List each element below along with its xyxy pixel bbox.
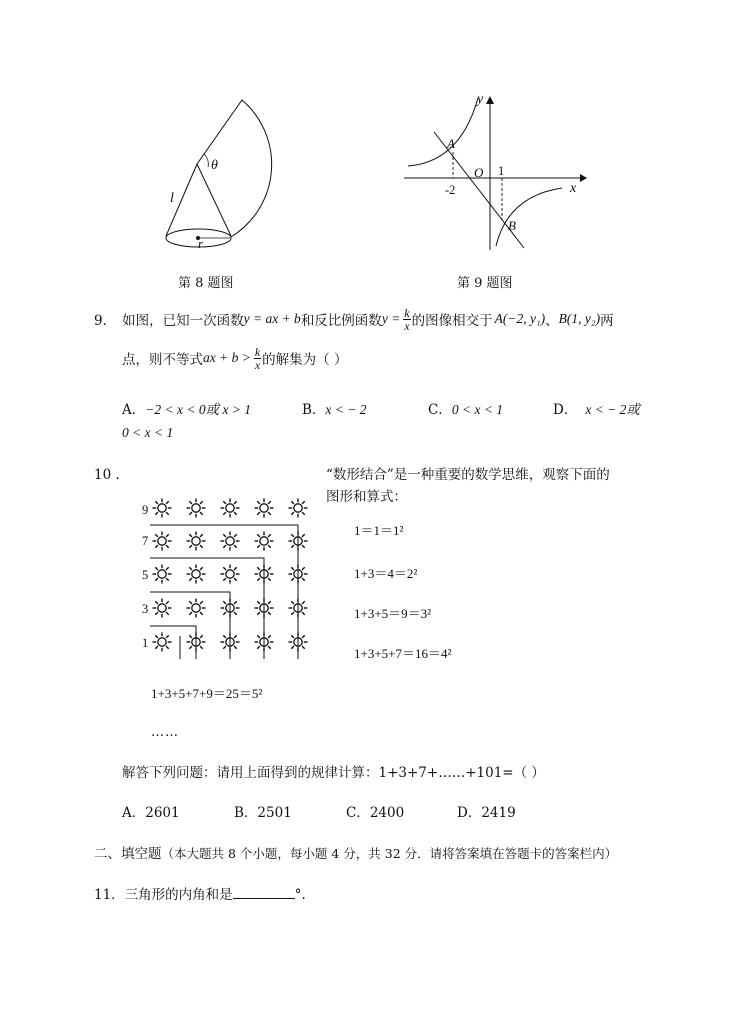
q9-inverse-function-lhs: y = — [381, 311, 401, 326]
sun-icon — [287, 631, 309, 653]
figure-8-cone-diagram — [150, 92, 325, 262]
option-label: A． — [122, 805, 146, 821]
q9-text4: 两 — [600, 313, 614, 329]
option-label: B． — [234, 805, 258, 821]
q10-equation-4: 1+3+5+7＝16＝4² — [354, 646, 452, 661]
sun-icon — [219, 530, 241, 552]
fig9-origin-label: O — [474, 165, 484, 180]
option-label: B． — [302, 402, 326, 418]
q9-text5: 点，则不等式 — [122, 352, 203, 368]
q9-option-d[interactable] — [553, 398, 640, 418]
sun-icon — [185, 631, 207, 653]
fig8-r-label: r — [198, 236, 204, 251]
q9-option-c[interactable] — [428, 398, 503, 418]
sun-icon — [253, 497, 275, 519]
option-label: D． — [553, 402, 578, 418]
figure-9-function-graph — [400, 92, 590, 257]
option-text: −2 < x < 0或 x > 1 — [145, 402, 252, 417]
q9-text3: 的图像相交于 — [411, 313, 493, 329]
q11-line — [94, 883, 306, 903]
section-2-description: （本大题共 8 个小题，每小题 4 分，共 32 分．请将答案填在答题卡的答案栏内） — [161, 846, 618, 861]
option-label: D． — [457, 805, 482, 821]
option-text: x < − 2 — [325, 402, 367, 417]
fig8-theta-label: θ — [211, 158, 218, 173]
sun-icon — [287, 497, 309, 519]
option-label: C． — [346, 805, 370, 821]
q9-line2 — [122, 343, 347, 373]
sun-icon — [151, 563, 173, 585]
section-2-heading — [94, 842, 617, 862]
option-text: 2501 — [257, 805, 292, 821]
sun-icon — [185, 597, 207, 619]
q10-intro-line1: “数形结合”是一种重要的数学思维，观察下面的 — [326, 467, 610, 483]
sun-icon — [219, 563, 241, 585]
sun-icon — [253, 597, 275, 619]
sun-icon — [253, 631, 275, 653]
q10-intro-line2: 图形和算式： — [326, 489, 407, 505]
q10-option-a[interactable] — [122, 801, 180, 821]
q9-number: 9． — [94, 313, 117, 329]
sun-icon — [185, 530, 207, 552]
q9-option-b[interactable] — [302, 398, 367, 418]
q9-text6: 的解集为（ ） — [262, 352, 348, 368]
q10-option-d[interactable] — [457, 801, 516, 821]
q11-answer-blank[interactable] — [233, 885, 295, 899]
fig9-point-a-label: A — [447, 136, 455, 151]
fig8-l-label: l — [170, 191, 174, 206]
q10-equation-1: 1＝1＝1² — [354, 523, 404, 538]
q9-inequality-lhs: ax + b > — [203, 350, 251, 365]
q9-point-b: B(1, y₂) — [558, 311, 601, 326]
fraction-numerator: k — [404, 305, 410, 320]
fig9-caption: 第 9 题图 — [457, 276, 513, 291]
fig8-caption: 第 8 题图 — [178, 276, 234, 291]
q10-option-c[interactable] — [346, 801, 404, 821]
sun-icon — [151, 597, 173, 619]
sun-icon — [151, 631, 173, 653]
fraction-denominator: x — [254, 357, 261, 372]
option-label: C． — [428, 402, 452, 418]
q9-point-a: A(−2, y₁) — [494, 311, 546, 326]
row-number: 9 — [142, 503, 149, 517]
sun-icon — [219, 631, 241, 653]
q11-text: 三角形的内角和是 — [124, 887, 233, 903]
q9-option-a[interactable] — [122, 398, 251, 418]
sun-icon — [185, 563, 207, 585]
option-text: 2400 — [369, 805, 405, 821]
q10-number: 10 ． — [94, 467, 129, 483]
option-text: 2601 — [145, 805, 180, 821]
sun-icon — [287, 563, 309, 585]
sun-icon — [151, 497, 173, 519]
fig9-neg2-tick: -2 — [445, 183, 456, 197]
section-2-title: 二、填空题 — [94, 846, 162, 862]
fig9-x-label: x — [570, 181, 577, 196]
sun-icon — [185, 497, 207, 519]
option-label: A． — [122, 402, 146, 418]
sun-icon — [151, 530, 173, 552]
sun-icon — [287, 597, 309, 619]
q9-linear-function: y = ax + b — [243, 311, 301, 326]
row-number: 7 — [142, 534, 149, 548]
sun-icon — [219, 597, 241, 619]
option-text: x < − 2或 — [585, 402, 640, 417]
fig9-point-b-label: B — [508, 218, 516, 233]
q10-equation-5: 1+3+5+7+9＝25＝5² — [151, 686, 263, 701]
q9-inequality-fraction — [254, 346, 261, 371]
q9-line1 — [94, 304, 614, 334]
q10-equation-2: 1+3＝4＝2² — [354, 566, 418, 581]
option-text: 0 < x < 1 — [451, 402, 504, 417]
row-number: 5 — [142, 568, 149, 582]
q9-option-d-continued: 0 < x < 1 — [122, 425, 174, 440]
q9-text1: 如图，已知一次函数 — [122, 313, 244, 329]
fraction-numerator: k — [254, 344, 261, 359]
row-number: 1 — [142, 636, 149, 650]
q11-number: 11． — [94, 887, 125, 903]
q9-inverse-fraction — [403, 307, 410, 332]
sun-icon — [253, 530, 275, 552]
option-text: 2419 — [481, 805, 516, 821]
q11-suffix: °. — [294, 887, 306, 903]
q10-sun-grid — [140, 496, 315, 661]
q10-question: 解答下列问题：请用上面得到的规律计算：1+3+7+……+101=（ ） — [122, 765, 545, 781]
fig9-y-label: y — [477, 92, 484, 107]
sun-icon — [253, 563, 275, 585]
fraction-denominator: x — [404, 318, 410, 333]
sun-icon — [219, 497, 241, 519]
fig9-one-tick: 1 — [498, 164, 505, 178]
q10-ellipsis: …… — [151, 725, 179, 740]
q10-option-b[interactable] — [234, 801, 292, 821]
q9-text2: 和反比例函数 — [300, 313, 382, 329]
sun-icon — [287, 530, 309, 552]
q9-separator: 、 — [545, 313, 559, 329]
row-number: 3 — [142, 602, 149, 616]
q10-equation-3: 1+3+5＝9＝3² — [354, 606, 432, 621]
